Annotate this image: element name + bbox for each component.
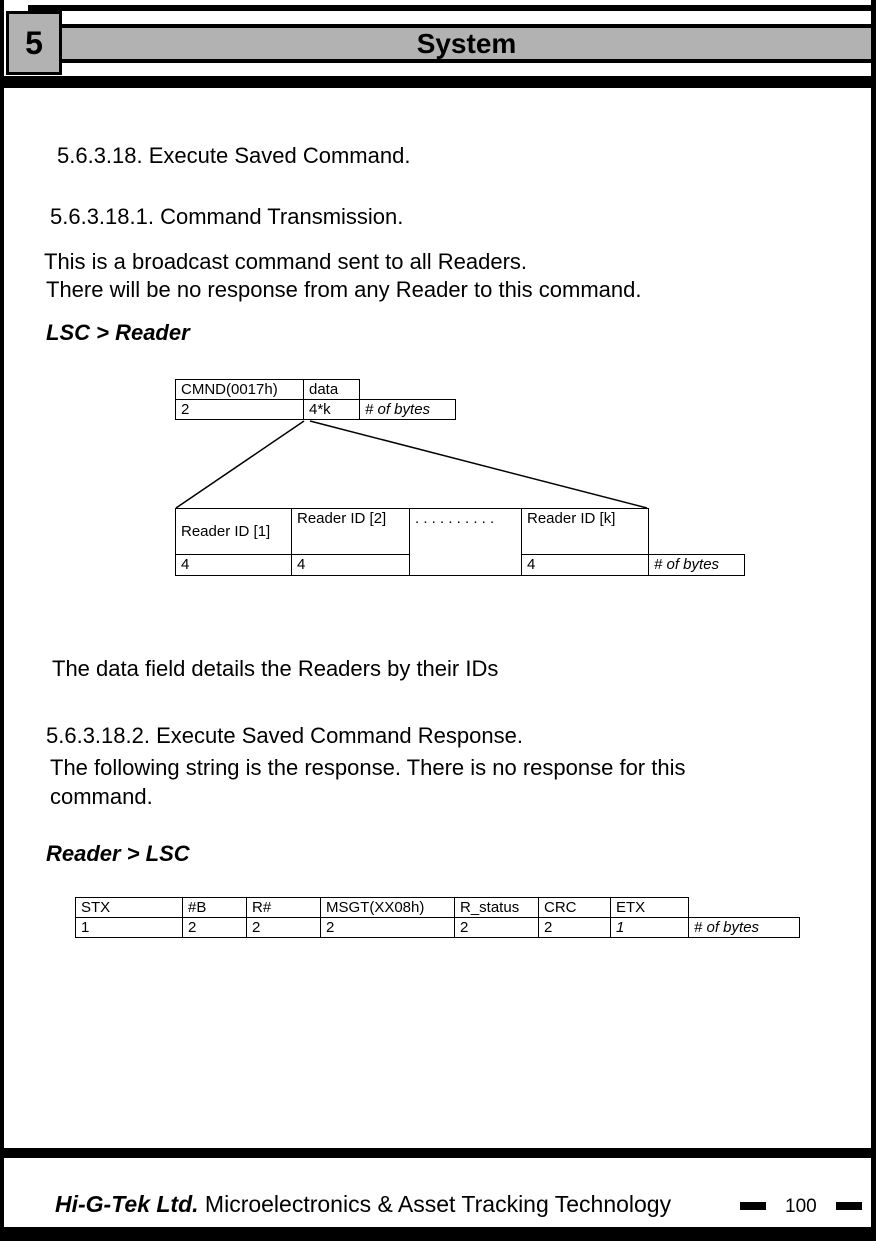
footer-company-line xyxy=(55,1191,671,1218)
header-cell: R# xyxy=(247,898,321,918)
value-cell: 2 xyxy=(455,918,539,938)
footer-top-rule xyxy=(0,1148,876,1158)
bytes-label-cell: # of bytes xyxy=(689,918,800,938)
header-bottom-rule xyxy=(0,76,876,88)
header-cell: STX xyxy=(76,898,183,918)
paragraph-data-field-note: The data field details the Readers by their IDs xyxy=(52,656,499,681)
section-heading-execute-saved-command: 5.6.3.18. Execute Saved Command. xyxy=(57,143,411,168)
table-row xyxy=(176,380,456,400)
section-heading-command-transmission: 5.6.3.18.1. Command Transmission. xyxy=(50,204,404,229)
response-table xyxy=(75,897,800,938)
reader-id-table xyxy=(175,508,745,576)
header-top-rule xyxy=(28,5,871,11)
value-cell: 2 xyxy=(321,918,455,938)
table-row xyxy=(76,918,800,938)
company-tagline: Microelectronics & Asset Tracking Technology xyxy=(198,1191,672,1217)
header-cell: Reader ID [k] xyxy=(522,509,649,555)
chapter-number: 5 xyxy=(25,24,43,61)
page-number: 100 xyxy=(785,1196,817,1217)
value-cell: 1 xyxy=(611,918,689,938)
spacer-cell xyxy=(689,898,800,918)
bytes-label-cell: # of bytes xyxy=(360,400,456,420)
page-left-border xyxy=(0,0,4,1241)
header-cell: CMND(0017h) xyxy=(176,380,304,400)
header-cell: Reader ID [2] xyxy=(292,509,410,555)
value-cell: 4 xyxy=(292,555,410,576)
chapter-number-box xyxy=(6,11,62,75)
header-cell: Reader ID [1] xyxy=(176,509,292,555)
section-heading-response: 5.6.3.18.2. Execute Saved Command Response. xyxy=(46,723,523,748)
direction-lsc-to-reader: LSC > Reader xyxy=(46,320,190,345)
spacer-cell xyxy=(649,509,745,555)
footer-dash-left xyxy=(740,1202,766,1210)
page-bottom-border xyxy=(0,1227,876,1241)
header-cell: R_status xyxy=(455,898,539,918)
paragraph-broadcast: This is a broadcast command sent to all Readers. xyxy=(44,249,528,274)
value-cell: 2 xyxy=(247,918,321,938)
company-name: Hi-G-Tek Ltd. xyxy=(55,1191,199,1217)
value-cell: 2 xyxy=(183,918,247,938)
footer-dash-right xyxy=(836,1202,862,1210)
header-cell: data xyxy=(304,380,360,400)
value-cell: 2 xyxy=(176,400,304,420)
table-row xyxy=(176,509,745,555)
ellipsis-cell: . . . . . . . . . . xyxy=(410,509,522,576)
table-row xyxy=(76,898,800,918)
value-cell: 4 xyxy=(522,555,649,576)
header-title-bar xyxy=(62,24,871,63)
header-cell: CRC xyxy=(539,898,611,918)
value-cell: 4*k xyxy=(304,400,360,420)
value-cell: 2 xyxy=(539,918,611,938)
paragraph-response-note: The following string is the response. There is no response for this command. xyxy=(50,755,686,809)
page-right-border xyxy=(871,0,876,1241)
header-cell: #B xyxy=(183,898,247,918)
header-cell: ETX xyxy=(611,898,689,918)
spacer-cell xyxy=(360,380,456,400)
bytes-label-cell: # of bytes xyxy=(649,555,745,576)
value-cell: 4 xyxy=(176,555,292,576)
direction-reader-to-lsc: Reader > LSC xyxy=(46,841,190,866)
page-title: System xyxy=(416,27,517,59)
paragraph-no-response: There will be no response from any Reader to this command. xyxy=(46,277,642,302)
value-cell: 1 xyxy=(76,918,183,938)
command-table xyxy=(175,379,456,420)
table-row xyxy=(176,400,456,420)
header-cell: MSGT(XX08h) xyxy=(321,898,455,918)
